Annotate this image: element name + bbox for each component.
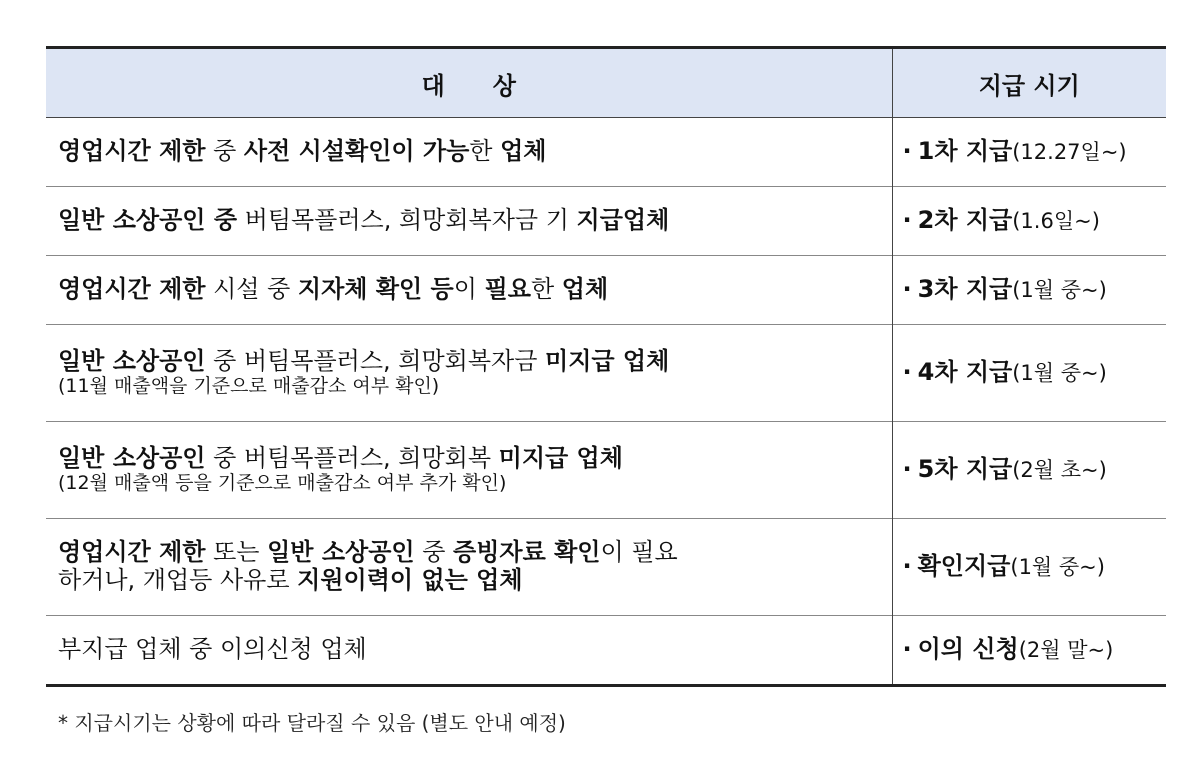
target-cell bbox=[46, 422, 892, 519]
period-cell bbox=[892, 325, 1166, 422]
period-cell bbox=[892, 187, 1166, 256]
target-text: 부지급 업체 중 이의신청 업체 bbox=[58, 635, 367, 664]
bullet-icon: · bbox=[902, 552, 912, 581]
table-row bbox=[46, 187, 1166, 256]
header-target-char-2: 상 bbox=[492, 71, 516, 100]
payment-period: (1.6일~) bbox=[1012, 209, 1100, 234]
bullet-icon: · bbox=[902, 635, 912, 664]
period-cell bbox=[892, 118, 1166, 187]
payment-period: (12.27일~) bbox=[1012, 140, 1127, 165]
bullet-icon: · bbox=[902, 275, 912, 304]
target-text: 버팀목플러스, 희망회복자금 기 bbox=[237, 206, 577, 235]
payment-stage: 이의 신청 bbox=[917, 635, 1019, 664]
target-criteria-note: (12월 매출액 등을 기준으로 매출감소 여부 추가 확인) bbox=[58, 472, 507, 495]
period-cell bbox=[892, 616, 1166, 686]
target-text-bold: 필요 bbox=[484, 275, 531, 304]
target-text: 하거나, 개업등 사유로 bbox=[58, 566, 298, 594]
table-row bbox=[46, 325, 1166, 422]
target-text-bold: 일반 소상공인 bbox=[267, 538, 415, 567]
payment-stage: 3차 지급 bbox=[917, 275, 1013, 304]
payment-period: (1월 중~) bbox=[1010, 555, 1105, 580]
footnote: * 지급시기는 상황에 따라 달라질 수 있음 (별도 안내 예정) bbox=[58, 711, 566, 735]
table-row bbox=[46, 256, 1166, 325]
target-cell bbox=[46, 118, 892, 187]
payment-schedule-table bbox=[46, 46, 1166, 687]
target-text-bold: 미지급 업체 bbox=[498, 443, 623, 472]
target-main-line bbox=[58, 138, 878, 166]
target-text-bold: 지자체 확인 등 bbox=[297, 275, 454, 304]
target-cell bbox=[46, 519, 892, 616]
target-second-line bbox=[58, 567, 878, 595]
target-text: 이 bbox=[453, 275, 485, 304]
period-cell bbox=[892, 256, 1166, 325]
table-row bbox=[46, 118, 1166, 187]
target-text-bold: 일반 소상공인 bbox=[58, 443, 206, 472]
header-target-char-1: 대 bbox=[421, 71, 445, 100]
target-main-line bbox=[58, 445, 878, 473]
target-text-bold: 업체 bbox=[561, 275, 609, 304]
target-text: 한 bbox=[469, 137, 501, 166]
target-text-bold: 증빙자료 확인 bbox=[453, 538, 601, 567]
payment-stage: 2차 지급 bbox=[917, 206, 1013, 235]
table-row bbox=[46, 519, 1166, 616]
period-cell bbox=[892, 519, 1166, 616]
target-text-bold: 영업시간 제한 bbox=[58, 538, 206, 567]
target-text: 이 필요 bbox=[600, 538, 678, 567]
bullet-icon: · bbox=[902, 137, 912, 166]
bullet-icon: · bbox=[902, 455, 912, 484]
target-text: 중 버팀목플러스, 희망회복자금 bbox=[205, 346, 546, 375]
target-text-bold: 업체 bbox=[500, 137, 547, 166]
header-row bbox=[46, 48, 1166, 118]
target-criteria-note: (11월 매출액을 기준으로 매출감소 여부 확인) bbox=[58, 375, 440, 398]
target-cell bbox=[46, 256, 892, 325]
payment-stage: 1차 지급 bbox=[917, 137, 1013, 166]
target-text-bold: 사전 시설확인이 가능 bbox=[243, 137, 470, 166]
payment-schedule-table-wrap bbox=[46, 46, 1166, 687]
bullet-icon: · bbox=[902, 358, 912, 387]
target-text-bold: 일반 소상공인 중 bbox=[58, 206, 237, 235]
header-target bbox=[46, 48, 892, 118]
target-text-bold: 일반 소상공인 bbox=[58, 346, 206, 375]
target-text-bold: 지원이력이 없는 업체 bbox=[297, 566, 523, 594]
period-cell bbox=[892, 422, 1166, 519]
target-text: 중 bbox=[205, 137, 244, 166]
target-main-line bbox=[58, 348, 878, 376]
target-cell bbox=[46, 325, 892, 422]
payment-period: (2월 초~) bbox=[1012, 458, 1107, 483]
header-period: 지급 시기 bbox=[892, 48, 1166, 118]
target-text: 한 bbox=[530, 275, 562, 304]
payment-period: (2월 말~) bbox=[1018, 638, 1114, 663]
table-row bbox=[46, 616, 1166, 686]
target-cell bbox=[46, 616, 892, 686]
target-main-line bbox=[58, 207, 878, 235]
target-text-bold: 영업시간 제한 bbox=[58, 275, 206, 304]
target-main-line bbox=[58, 636, 878, 664]
payment-period: (1월 중~) bbox=[1012, 361, 1107, 386]
payment-stage: 4차 지급 bbox=[917, 358, 1013, 387]
target-text: 중 버팀목플러스, 희망회복 bbox=[205, 443, 499, 472]
target-cell bbox=[46, 187, 892, 256]
table-row bbox=[46, 422, 1166, 519]
target-main-line bbox=[58, 539, 878, 567]
target-text: 시설 중 bbox=[205, 275, 298, 304]
bullet-icon: · bbox=[902, 206, 912, 235]
target-text-bold: 지급업체 bbox=[576, 206, 670, 235]
target-text: 중 bbox=[414, 538, 454, 567]
target-main-line bbox=[58, 276, 878, 304]
target-text-bold: 미지급 업체 bbox=[545, 346, 670, 375]
target-text: 또는 bbox=[205, 538, 268, 567]
payment-stage: 5차 지급 bbox=[917, 455, 1013, 484]
payment-stage: 확인지급 bbox=[917, 552, 1011, 581]
target-text-bold: 영업시간 제한 bbox=[58, 137, 206, 166]
payment-period: (1월 중~) bbox=[1012, 278, 1107, 303]
